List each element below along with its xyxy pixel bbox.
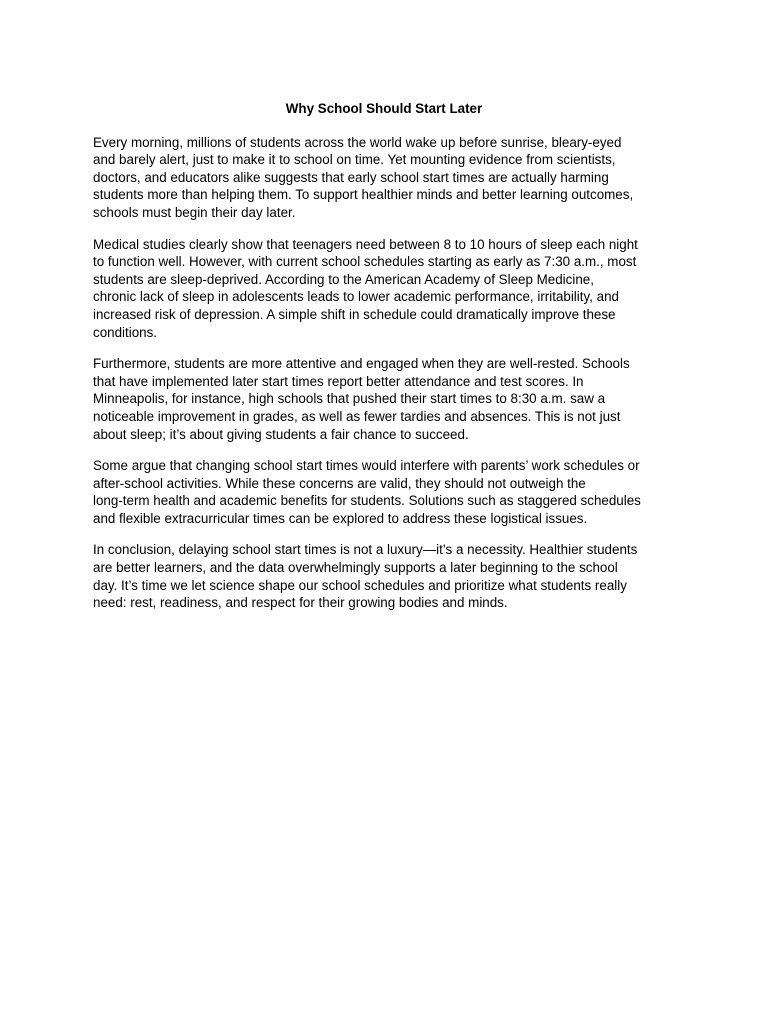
text-line: schools must begin their day later. (93, 204, 296, 220)
text-line: long-term health and academic benefits for students. Solutions such as staggered schedules (93, 493, 641, 509)
text-line: Medical studies clearly show that teenagers need between 8 to 10 hours of sleep each night (93, 236, 638, 252)
text-line: noticeable improvement in grades, as well as fewer tardies and absences. This is not just (93, 408, 621, 424)
text-line: In conclusion, delaying school start times is not a luxury—it’s a necessity. Healthier students (93, 542, 638, 558)
text-line: to function well. However, with current school schedules starting as early as 7:30 a.m., most (93, 254, 637, 270)
text-line: doctors, and educators alike suggests that early school start times are actually harming (93, 169, 609, 185)
text-line: Minneapolis, for instance, high schools that pushed their start times to 8:30 a.m. saw a (93, 391, 606, 407)
text-line: and barely alert, just to make it to school on time. Yet mounting evidence from scientists, (93, 152, 616, 168)
text-line: students are sleep-deprived. According to the American Academy of Sleep Medicine, (93, 271, 594, 287)
text-line: day. It’s time we let science shape our school schedules and prioritize what students really (93, 577, 627, 593)
text-line: Furthermore, students are more attentive and engaged when they are well-rested. Schools (93, 356, 630, 372)
text-line: and flexible extracurricular times can be explored to address these logistical issues. (93, 510, 588, 526)
text-line: that have implemented later start times report better attendance and test scores. In (93, 373, 584, 389)
paragraph-conclusion (93, 541, 675, 611)
paragraph-attentive (93, 355, 675, 443)
document-body (93, 100, 675, 626)
text-line: Every morning, millions of students across the world wake up before sunrise, bleary-eyed (93, 134, 622, 150)
text-line: students more than helping them. To support healthier minds and better learning outcomes, (93, 187, 634, 203)
text-line: chronic lack of sleep in adolescents leads to lower academic performance, irritability, and (93, 289, 619, 305)
text-line: about sleep; it’s about giving students a fair chance to succeed. (93, 426, 469, 442)
text-line: increased risk of depression. A simple shift in schedule could dramatically improve these (93, 306, 616, 322)
text-line: are better learners, and the data overwhelmingly supports a later beginning to the school (93, 560, 618, 576)
text-line: Some argue that changing school start times would interfere with parents’ work schedules or (93, 458, 640, 474)
text-line: conditions. (93, 324, 158, 340)
text-line: after-school activities. While these concerns are valid, they should not outweigh the (93, 475, 586, 491)
paragraph-intro (93, 134, 675, 222)
document-title: Why School Should Start Later (285, 101, 483, 116)
text-line: need: rest, readiness, and respect for their growing bodies and minds. (93, 595, 508, 611)
paragraph-counterargument (93, 457, 675, 527)
paragraph-medical (93, 236, 675, 342)
